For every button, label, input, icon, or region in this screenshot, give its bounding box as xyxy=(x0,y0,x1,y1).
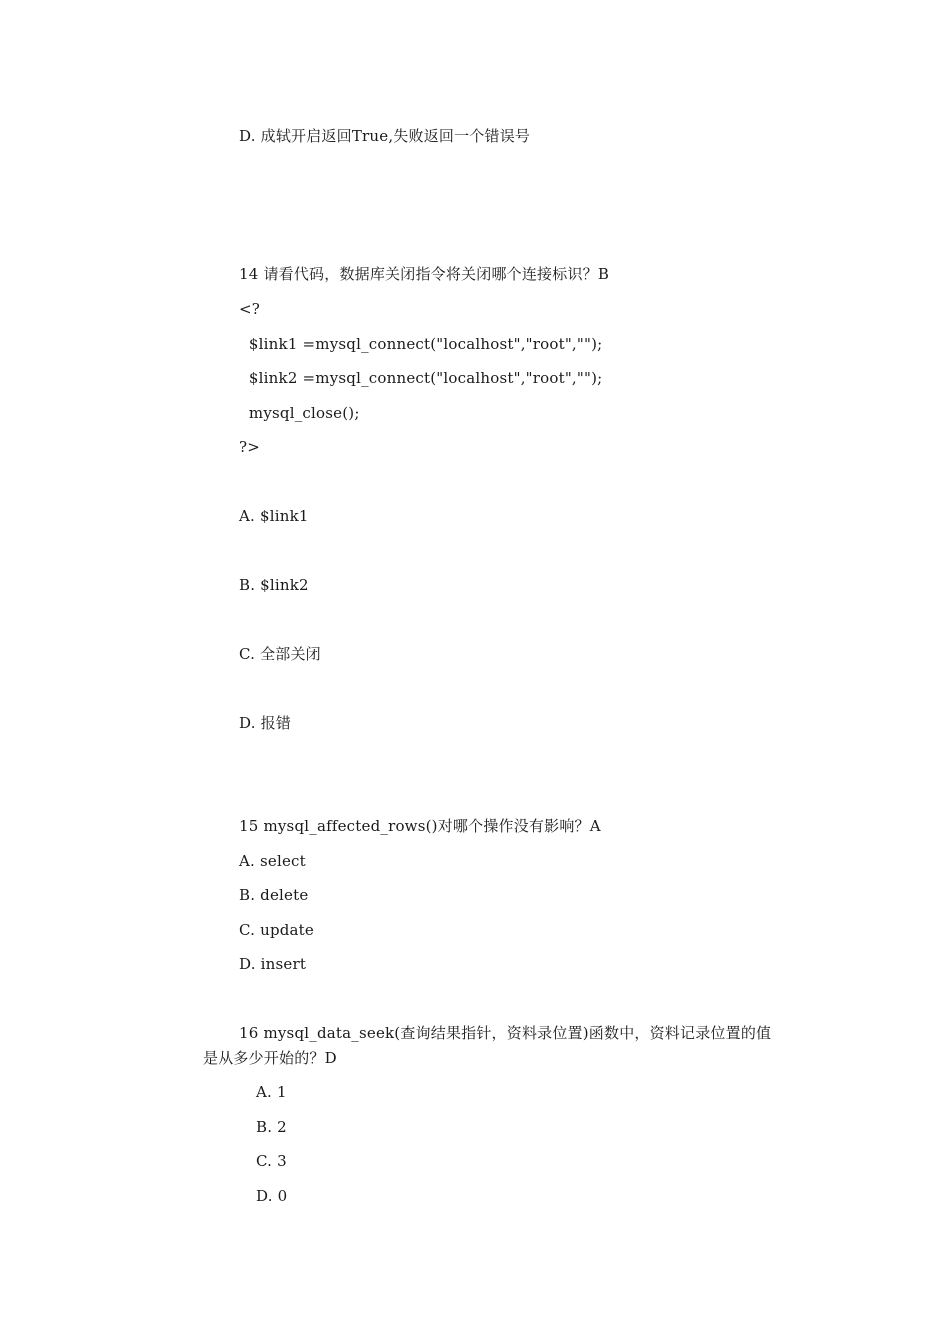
q15-option-c: C. update xyxy=(239,921,314,939)
q14-option-b: B. $link2 xyxy=(239,576,309,594)
q14-code-line: $link2 =mysql_connect("localhost","root",""); xyxy=(239,369,603,387)
q13-option-d: D. 成轼开启返回True,失败返回一个错误号 xyxy=(239,127,531,145)
q16-option-c: C. 3 xyxy=(256,1152,287,1170)
q15-option-d: D. insert xyxy=(239,955,307,973)
q16-option-a: A. 1 xyxy=(256,1083,287,1101)
q15-option-a: A. select xyxy=(239,852,306,870)
q16-option-b: B. 2 xyxy=(256,1118,287,1136)
q15-question: 15 mysql_affected_rows()对哪个操作没有影响？A xyxy=(239,817,601,835)
q16-question-line2: 是从多少开始的？D xyxy=(203,1049,337,1067)
q16-option-d: D. 0 xyxy=(256,1187,288,1205)
q14-question: 14 请看代码，数据库关闭指令将关闭哪个连接标识？B xyxy=(239,265,610,283)
q14-code-line: $link1 =mysql_connect("localhost","root",""); xyxy=(239,335,603,353)
q14-code-line: ?> xyxy=(239,438,261,456)
q14-code-line: mysql_close(); xyxy=(239,404,360,422)
q14-option-d: D. 报错 xyxy=(239,714,292,732)
q15-option-b: B. delete xyxy=(239,886,309,904)
q16-question-line1: 16 mysql_data_seek(查询结果指针，资料录位置)函数中，资料记录位置的值 xyxy=(239,1024,772,1042)
q14-option-a: A. $link1 xyxy=(239,507,309,525)
q14-option-c: C. 全部关闭 xyxy=(239,645,321,663)
q14-code-line: <? xyxy=(239,300,261,318)
